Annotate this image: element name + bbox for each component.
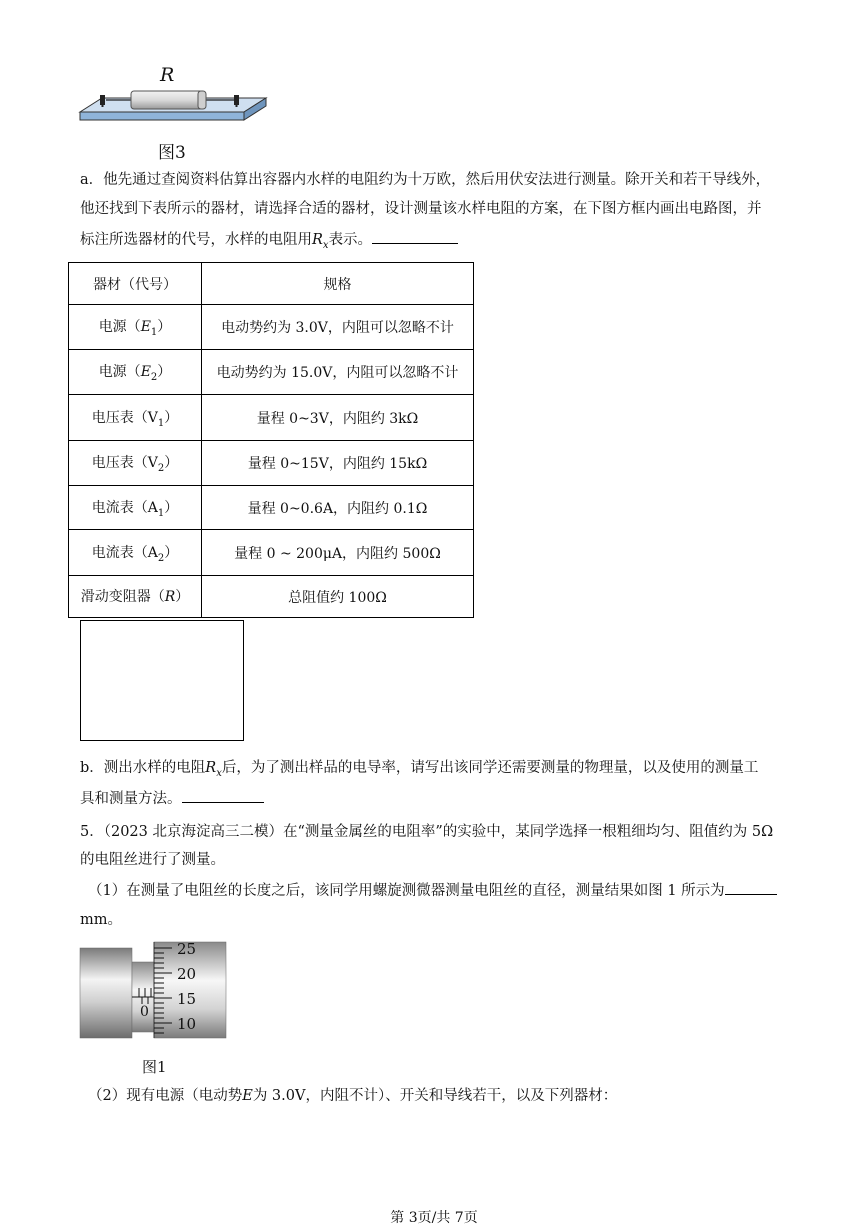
figure-3-caption: 图3 [158, 143, 186, 163]
table-row [69, 395, 474, 441]
answer-blank-b[interactable] [182, 802, 264, 803]
equipment-name: 滑动变阻器（R） [69, 576, 202, 618]
header-spec: 规格 [202, 263, 474, 305]
header-equipment: 器材（代号） [69, 263, 202, 305]
part-b-line-2: 具和测量方法。 [80, 789, 264, 809]
table-row [69, 486, 474, 530]
table-row [69, 305, 474, 350]
part-a-line-2: 他还找到下表所示的器材，请选择合适的器材，设计测量该水样电阻的方案，在下图方框内画出电路图，并 [80, 201, 762, 217]
rx-symbol-b: R [205, 760, 217, 776]
table-row [69, 530, 474, 576]
q5-sub1-line-1: （1）在测量了电阻丝的长度之后，该同学用螺旋测微器测量电阻丝的直径，测量结果如图 1 所示为 [88, 881, 777, 901]
answer-blank-micrometer[interactable] [725, 894, 777, 895]
micrometer-figure [78, 940, 230, 1040]
equipment-name: 电流表$(A_2)$ [69, 530, 202, 576]
part-a-line-3 [80, 230, 458, 256]
emf-symbol: E [242, 1088, 253, 1104]
equipment-spec: 量程 0~0.6A，内阻约 0.1Ω [202, 486, 474, 530]
resistor-letter: R [160, 64, 175, 86]
thimble-label-25: 25 [177, 940, 197, 958]
thimble-label-15: 15 [177, 990, 197, 1008]
thimble-label-20: 20 [177, 965, 197, 983]
part-a-line-1: a．他先通过查阅资料估算出容器内水样的电阻约为十万欧，然后用伏安法进行测量。除开关和若干导线外， [80, 172, 771, 188]
equipment-table [68, 262, 474, 618]
equipment-spec: 总阻值约 100Ω [202, 576, 474, 618]
table-row [69, 350, 474, 395]
equipment-name: 电流表$(A_1)$ [69, 486, 202, 530]
q5-sub1-line-2: mm。 [80, 912, 122, 928]
rx-symbol: R [312, 232, 323, 248]
figure-1-caption: 图1 [142, 1058, 167, 1076]
circuit-drawing-box[interactable] [80, 620, 244, 741]
equipment-spec: 电动势约为 15.0V，内阻可以忽略不计 [202, 350, 474, 395]
equipment-name: 电源$(E_1)$ [69, 305, 202, 350]
thimble-label-10: 10 [177, 1015, 197, 1033]
resistor-board-illustration [76, 62, 276, 137]
micrometer-illustration [78, 940, 230, 1040]
equipment-spec: 电动势约为 3.0V，内阻可以忽略不计 [202, 305, 474, 350]
q5-line-2: 的电阻丝进行了测量。 [80, 852, 225, 868]
page-footer: 第 3页/共 7页 [390, 1210, 478, 1226]
figure-3 [76, 62, 276, 162]
equipment-name: 电源$(E_2)$ [69, 350, 202, 395]
q5-line-1: 5．（2023 北京海淀高三二模）在“测量金属丝的电阻率”的实验中，某同学选择一根粗细均匀、阻值约为 5Ω [80, 824, 774, 840]
equipment-spec: 量程 0~15V，内阻约 15kΩ [202, 441, 474, 486]
table-header-row [69, 263, 474, 305]
table-row [69, 576, 474, 618]
part-b-line-1: b．测出水样的电阻$R_x$后，为了测出样品的电导率，请写出该同学还需要测量的物理量，以及使用的测量工 [80, 760, 759, 779]
q5-sub2: （2）现有电源（电动势E为 3.0V，内阻不计）、开关和导线若干，以及下列器材： [88, 1088, 618, 1104]
part-a-tail: 表示。 [328, 232, 373, 248]
equipment-name: 电压表$(V_1)$ [69, 395, 202, 441]
equipment-spec: 量程 0 ~ 200μA，内阻约 500Ω [202, 530, 474, 576]
sleeve-label-0: 0 [140, 1004, 149, 1020]
equipment-spec: 量程 0~3V，内阻约 3kΩ [202, 395, 474, 441]
equipment-name: 电压表$(V_2)$ [69, 441, 202, 486]
answer-blank-a[interactable] [372, 243, 458, 244]
table-row [69, 441, 474, 486]
rx-subscript: x [322, 239, 329, 251]
part-a-line-3-text: 标注所选器材的代号，水样的电阻用 [80, 232, 312, 248]
